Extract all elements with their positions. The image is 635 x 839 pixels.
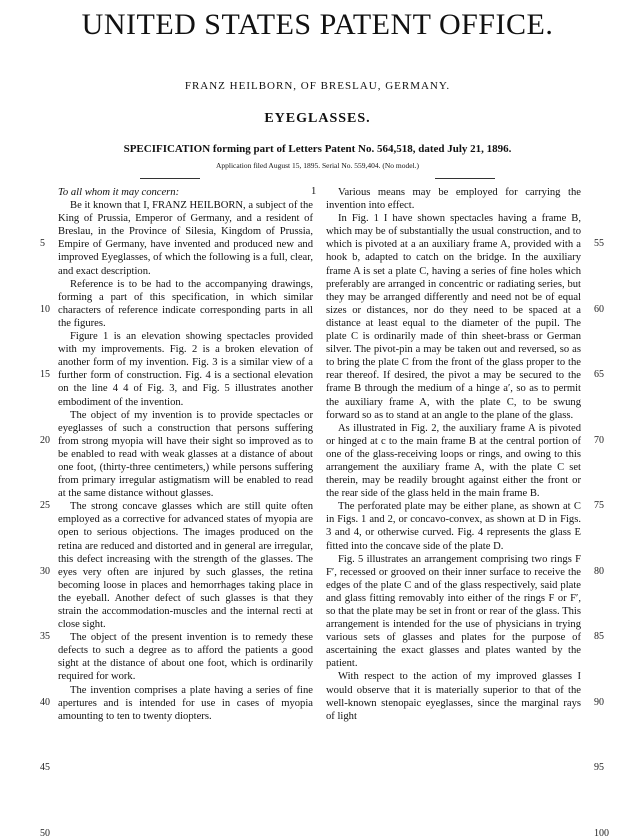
divider-right <box>435 178 495 179</box>
line-number: 65 <box>594 369 604 381</box>
line-number: 55 <box>594 238 604 250</box>
left-column-paragraph: Figure 1 is an elevation showing spectacles provided with my improvements. Fig. 2 is a broken elevation of another form of my invention. Fig. 3 is a similar view of a further form of construction. Fig. 4 is a sectional elevation on the line 4 4 of Fig. 3, and Fig. 5 illustrates another embodiment of the invention. <box>58 331 313 408</box>
left-column-paragraph: The invention comprises a plate having a series of fine apertures and is intended for use in cases of myopia amounting to ten to twenty diopters. <box>58 684 313 722</box>
line-number: 35 <box>40 631 50 643</box>
divider-left <box>140 178 200 179</box>
right-column-paragraph: As illustrated in Fig. 2, the auxiliary frame A is pivoted or hinged at c to the main frame B at the central portion of one of the glass-receiving loops or rings, and owing to this arrangement the auxiliary frame A, with the plate C set therein, may be readily brought against either the front or the rear side of the glass held in the main frame B. <box>326 422 581 500</box>
line-number: 80 <box>594 565 604 577</box>
line-number: 60 <box>594 303 604 315</box>
left-column-paragraph: To all whom it may concern: <box>58 187 180 198</box>
left-column-paragraph: The object of the present invention is to remedy these defects to such a degree as to afford the patients a good sight at the distance of about one foot, which is ordinarily required for work. <box>58 632 313 683</box>
left-column <box>58 186 313 723</box>
line-number: 10 <box>40 303 50 315</box>
line-number: 50 <box>40 827 50 839</box>
column-number-left: 1 <box>311 186 317 197</box>
inventor-line: FRANZ HEILBORN, OF BRESLAU, GERMANY. <box>184 80 451 92</box>
left-column-paragraph: The object of my invention is to provide spectacles or eyeglasses of such a construction that persons suffering from strong myopia will have their sight so improved as to be enabled to read with weak glasses at a distance of about one foot, (thirty-three centimeters,) while persons suffering from primary irregular astigmatism will be enabled to read at the same distance without glasses. <box>58 409 313 500</box>
right-column-paragraph: With respect to the action of my improved glasses I would observe that it is materially superior to that of the well-known stenopaic eyeglasses, since the marginal rays of light <box>326 671 581 722</box>
specification-line: SPECIFICATION forming part of Letters Patent No. 564,518, dated July 21, 1896. <box>123 143 512 155</box>
line-number: 45 <box>40 762 50 774</box>
right-column-paragraph: In Fig. 1 I have shown spectacles having a frame B, which may be of substantially the usual construction, and to which is pivoted at a an auxiliary frame A, provided with a hook b, adapted to catch on the bridge. In the auxiliary frame A is set a plate C, having a series of fine holes which preferably are arranged in concentric or radiating series, but they may be arranged differently and need not be of equal sizes or distances, nor do they need to be spaced at a distance at least equal to the diameter of the pupil. The plate C is ordinarily made of thin sheet-brass or German silver. The pivot-pin a may be taken out and reversed, so as to bring the plate C from the front of the glass proper to the rear thereof. If desired, the pivot a may be secured to the frame B through the medium of a hinge a′, so as to permit the auxiliary frame A, with the plate C, to be swung forward so as to stand at an angle to the plane of the glass. <box>326 213 581 421</box>
right-column-paragraph: Various means may be employed for carrying the invention into effect. <box>326 187 581 212</box>
line-number: 25 <box>40 500 50 512</box>
office-title: UNITED STATES PATENT OFFICE. <box>81 8 554 41</box>
application-line: Application filed August 15, 1895. Serial No. 559,404. (No model.) <box>215 161 420 170</box>
line-number: 85 <box>594 631 604 643</box>
line-number: 75 <box>594 500 604 512</box>
line-number: 5 <box>40 238 45 250</box>
right-column-paragraph: The perforated plate may be either plane, as shown at C in Figs. 1 and 2, or concavo-convex, as shown at D in Figs. 3 and 4, or otherwise curved. Fig. 4 represents the glass E fitted into the concave side of the plate D. <box>326 501 581 552</box>
right-column <box>326 186 581 723</box>
line-number: 30 <box>40 565 50 577</box>
line-number: 20 <box>40 434 50 446</box>
invention-title: EYEGLASSES. <box>264 111 371 126</box>
left-column-paragraph: The strong concave glasses which are still quite often employed as a corrective for advanced states of myopia are open to serious objections. The images produced on the retina are reduced and distorted and in general are irregular, this defect increasing with the strength of the glasses. The eyes very often are injured by such glasses, the retina becoming loose in places and hemorrhages taking place in the eyeball. Another defect of such glasses is that they strain the accommodation-muscles and the internal recti at close sight. <box>58 501 313 631</box>
left-column-paragraph: Be it known that I, FRANZ HEILBORN, a subject of the King of Prussia, Emperor of Germany, and a resident of Breslau, in the Province of Silesia, Kingdom of Prussia, Empire of Germany, have invented and produced new and improved Eyeglasses, of which the following is a full, clear, and exact description. <box>58 200 313 277</box>
line-number: 95 <box>594 762 604 774</box>
line-number: 70 <box>594 434 604 446</box>
left-column-paragraph: Reference is to be had to the accompanying drawings, forming a part of this specification, in which similar characters of reference indicate corresponding parts in all the figures. <box>58 278 313 329</box>
line-number: 15 <box>40 369 50 381</box>
line-number: 90 <box>594 696 604 708</box>
line-number: 40 <box>40 696 50 708</box>
line-number: 100 <box>594 827 609 839</box>
right-column-paragraph: Fig. 5 illustrates an arrangement comprising two rings F F′, recessed or grooved on their inner surface to receive the edges of the plate C and of the glass respectively, said plate and glass fitting removably into either of the rings F or F′, so that the plate may be set in front or rear of the glass. This arrangement is intended for the use of physicians in trying various sets of glasses and plates for the purpose of ascertaining the exact glasses and plates wanted by the patient. <box>326 553 581 670</box>
